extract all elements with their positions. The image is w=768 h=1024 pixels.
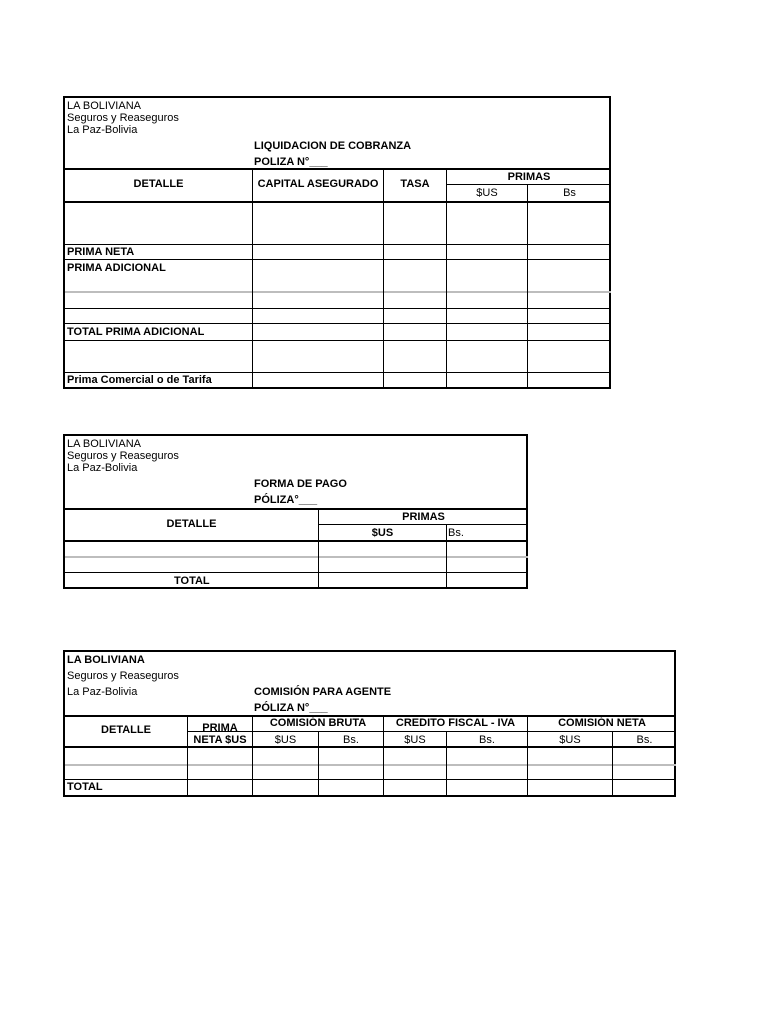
row-label-total: TOTAL	[67, 781, 103, 793]
col-header-prima-line2: NETA $US	[193, 734, 247, 746]
company-city: La Paz-Bolivia	[67, 124, 138, 136]
row-line	[65, 340, 611, 341]
col-header-capital-asegurado: CAPITAL ASEGURADO	[257, 178, 379, 190]
col-header-tasa: TASA	[400, 178, 430, 190]
col-header-bs: Bs	[563, 187, 576, 199]
col-header-us: $US	[404, 734, 426, 746]
row-line	[65, 323, 611, 324]
form-title: LIQUIDACION DE COBRANZA	[254, 140, 412, 152]
form-forma-de-pago	[63, 434, 528, 589]
company-subtitle: Seguros y Reaseguros	[67, 670, 179, 682]
company-subtitle: Seguros y Reaseguros	[67, 450, 179, 462]
col-header-comision-bruta: COMISIÓN BRUTA	[269, 717, 367, 729]
header-separator	[65, 168, 611, 170]
column-header-bottom	[65, 201, 611, 203]
policy-number: POLIZA N°___	[254, 156, 328, 168]
row-label-prima-neta: PRIMA NETA	[67, 246, 135, 258]
column-line	[527, 184, 528, 389]
row-line	[65, 572, 528, 573]
column-line	[446, 524, 447, 589]
subheader-line	[187, 731, 676, 732]
column-line	[383, 168, 384, 389]
col-header-us: $US	[476, 187, 498, 199]
column-line	[252, 168, 253, 389]
col-header-comision-neta: COMISIÓN NETA	[558, 717, 646, 729]
header-separator	[65, 508, 528, 510]
form-title: COMISIÓN PARA AGENTE	[254, 686, 392, 698]
company-subtitle: Seguros y Reaseguros	[67, 112, 179, 124]
company-city: La Paz-Bolivia	[67, 462, 138, 474]
col-header-credito-fiscal: CREDITO FISCAL - IVA	[395, 717, 516, 729]
company-city: La Paz-Bolivia	[67, 686, 138, 698]
col-header-bs: Bs.	[479, 734, 495, 746]
row-label-prima-adicional: PRIMA ADICIONAL	[67, 262, 166, 274]
form-title: FORMA DE PAGO	[254, 478, 347, 490]
col-header-detalle: DETALLE	[133, 178, 184, 190]
form-liquidacion-cobranza	[63, 96, 611, 389]
row-line	[65, 764, 676, 766]
col-header-detalle: DETALLE	[101, 724, 151, 736]
primas-subheader-line	[446, 184, 611, 185]
policy-number: PÓLIZA°___	[254, 494, 318, 506]
col-header-bs: Bs.	[448, 527, 464, 539]
company-name: LA BOLIVIANA	[67, 100, 141, 112]
row-line	[65, 372, 611, 373]
col-header-primas: PRIMAS	[402, 511, 445, 523]
row-label-total: TOTAL	[174, 575, 210, 587]
col-header-us: $US	[274, 734, 297, 746]
col-header-bs: Bs.	[343, 734, 359, 746]
row-line	[65, 308, 611, 309]
row-line	[65, 556, 528, 558]
row-line	[65, 259, 611, 260]
row-label-total-prima-adicional: TOTAL PRIMA ADICIONAL	[67, 326, 205, 338]
column-header-bottom	[65, 540, 528, 542]
row-line	[65, 779, 676, 780]
row-line	[65, 244, 611, 245]
policy-number: PÓLIZA N°___	[254, 702, 328, 714]
company-name: LA BOLIVIANA	[67, 438, 141, 450]
primas-subheader-line	[318, 524, 528, 525]
col-header-us: $US	[559, 734, 581, 746]
row-label-prima-comercial: Prima Comercial o de Tarifa	[67, 374, 212, 386]
column-line	[446, 168, 447, 389]
form-comision-agente	[63, 650, 676, 797]
col-header-detalle: DETALLE	[166, 518, 217, 530]
company-name: LA BOLIVIANA	[67, 654, 145, 666]
col-header-prima-line1: PRIMA	[202, 722, 238, 734]
col-header-us: $US	[371, 527, 394, 539]
col-header-bs: Bs.	[636, 734, 653, 746]
row-line	[65, 291, 611, 293]
col-header-primas: PRIMAS	[507, 171, 551, 183]
